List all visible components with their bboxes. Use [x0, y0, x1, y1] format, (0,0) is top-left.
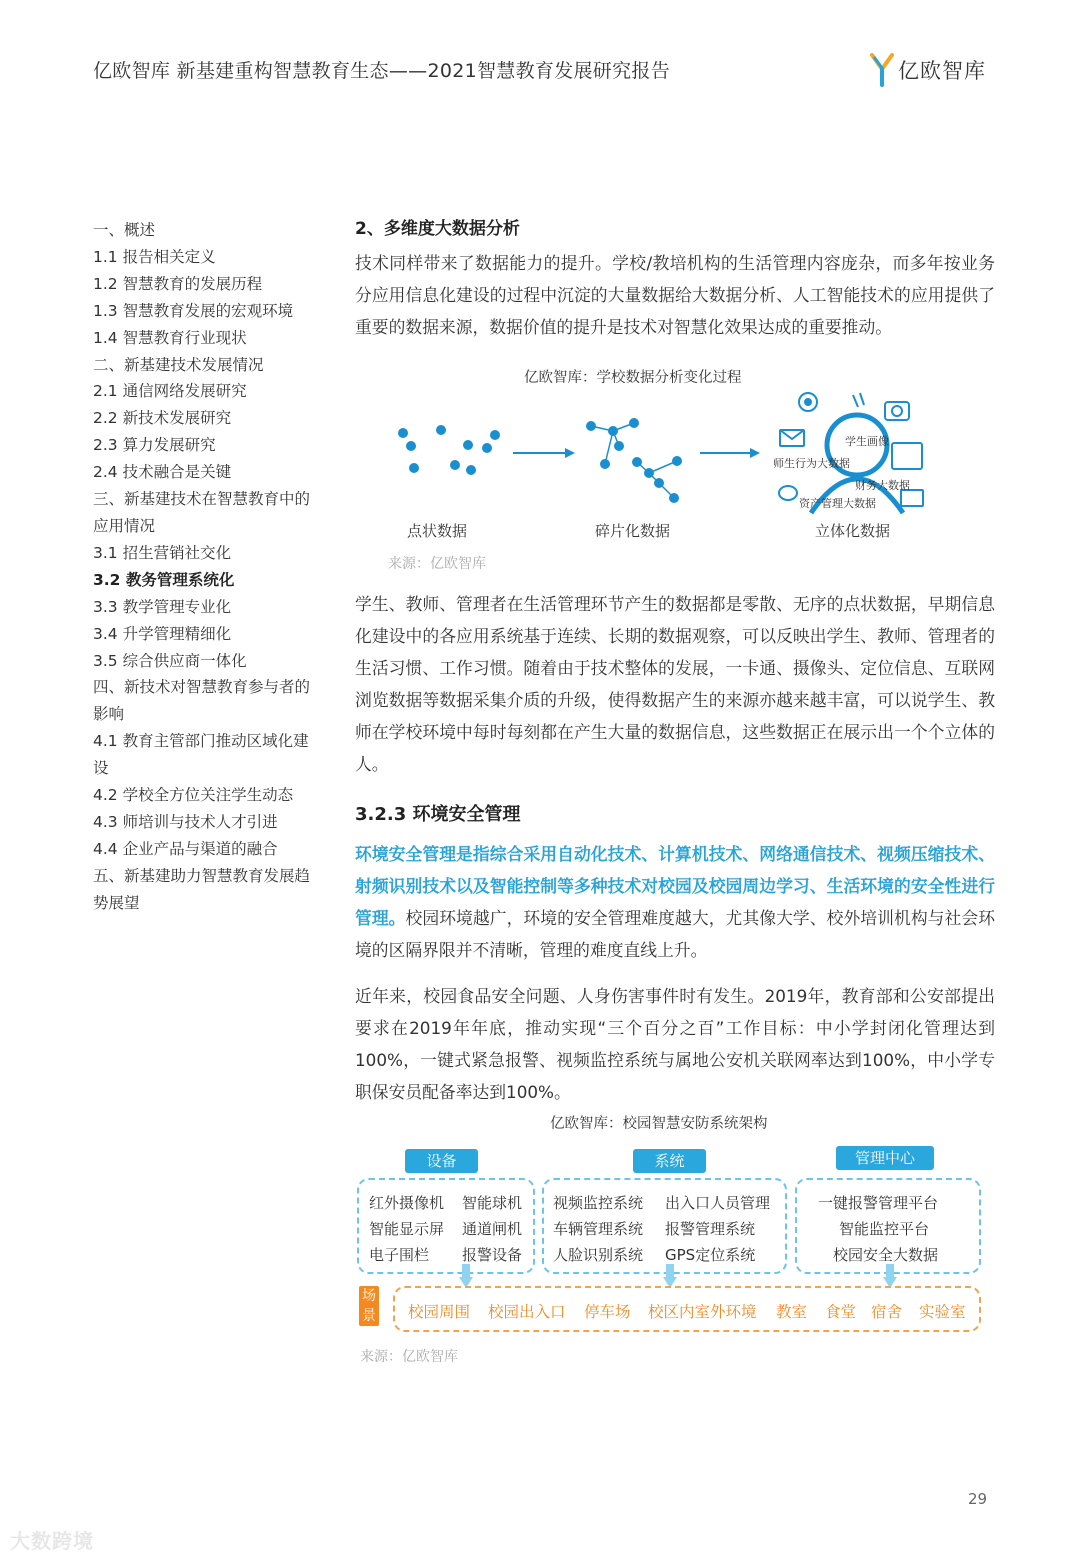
toc-item[interactable]: 3.1 招生营销社交化 — [93, 543, 232, 562]
device-item: 电子围栏 — [369, 1246, 430, 1264]
toc-item[interactable]: 4.1 教育主管部门推动区域化建设 — [93, 732, 309, 778]
device-item: 智能球机 — [462, 1194, 523, 1212]
toc-item[interactable]: 三、新基建技术在智慧教育中的应用情况 — [93, 490, 311, 535]
brand-y-icon — [870, 53, 894, 87]
arrow-down-icon — [459, 1264, 473, 1288]
tag-systems: 系统 — [633, 1149, 706, 1173]
paragraph-data-capability: 技术同样带来了数据能力的提升。学校/教培机构的生活管理内容庞杂，而多年按业务分应用信息化建设的过程中沉淀的大量数据给大数据分析、人工智能技术的应用提供了重要的数据来源，数据价值的提升是技术对智慧化效果达成的重要推动。 — [355, 253, 995, 337]
scene-item: 实验室 — [919, 1303, 966, 1321]
label-asset-data: 资产管理大数据 — [799, 497, 876, 510]
toc-item[interactable]: 4.2 学校全方位关注学生动态 — [93, 786, 294, 805]
paragraph-environment-safety — [355, 838, 995, 966]
toc-item[interactable]: 2.3 算力发展研究 — [93, 436, 216, 455]
section-heading-big-data: 2、多维度大数据分析 — [355, 219, 520, 239]
label-finance-data: 财务大数据 — [855, 479, 910, 492]
center-item: 校园安全大数据 — [833, 1246, 939, 1264]
device-item: 通道闸机 — [462, 1220, 523, 1238]
brand-logo — [870, 52, 986, 88]
brand-name: 亿欧智库 — [898, 59, 986, 83]
figure2-security-architecture — [355, 1140, 995, 1340]
toc-item[interactable]: 2.1 通信网络发展研究 — [93, 382, 247, 401]
scene-item: 停车场 — [584, 1303, 631, 1321]
toc-item[interactable]: 二、新基建技术发展情况 — [93, 355, 264, 374]
paragraph-point-data: 学生、教师、管理者在生活管理环节产生的数据都是零散、无序的点状数据，早期信息化建设中的各应用系统基于连续、长期的数据观察，可以反映出学生、教师、管理者的生活习惯、工作习惯。随着由于技术整体的发展，一卡通、摄像头、定位信息、互联网浏览数据等数据采集介质的升级，使得数据产生的来源亦越来越丰富，可以说学生、教师在学校环境中每时每刻都在产生大量的数据信息，这些数据正在展示出一个个立体的人。 — [355, 594, 995, 774]
device-item: 报警设备 — [462, 1246, 523, 1264]
scene-item: 校园周围 — [408, 1303, 471, 1321]
system-item: 车辆管理系统 — [553, 1220, 644, 1238]
system-item: GPS定位系统 — [665, 1246, 756, 1264]
paragraph-rest: 校园环境越广，环境的安全管理难度越大，尤其像大学、校外培训机构与社会环境的区隔界限并不清晰，管理的难度直线上升。 — [355, 908, 995, 960]
arrow-down-icon — [663, 1264, 677, 1288]
toc-item[interactable]: 3.5 综合供应商一体化 — [93, 651, 247, 670]
page-number: 29 — [968, 1490, 988, 1508]
arrow-down-icon — [883, 1264, 897, 1288]
system-item: 视频监控系统 — [553, 1194, 644, 1212]
center-item: 智能监控平台 — [839, 1220, 930, 1238]
center-item: 一键报警管理平台 — [818, 1194, 939, 1212]
figure2-title: 亿欧智库：校园智慧安防系统架构 — [550, 1116, 768, 1132]
figure2-source: 来源：亿欧智库 — [360, 1349, 458, 1365]
toc-item[interactable]: 1.2 智慧教育的发展历程 — [93, 274, 263, 293]
dot-data-cluster — [398, 425, 500, 475]
toc-item[interactable]: 4.4 企业产品与渠道的融合 — [93, 839, 278, 858]
highlight-definition: 环境安全管理是指综合采用自动化技术、计算机技术、网络通信技术、视频压缩技术、射频识别技术以及智能控制等多种技术对校园及校园周边学习、生活环境的安全性进行管理。 — [355, 844, 995, 928]
main-content — [355, 215, 995, 343]
toc-item[interactable]: 2.2 新技术发展研究 — [93, 409, 232, 428]
toc-item[interactable]: 1.3 智慧教育发展的宏观环境 — [93, 301, 294, 320]
toc-item[interactable]: 四、新技术对智慧教育参与者的影响 — [93, 678, 311, 724]
tag-devices: 设备 — [405, 1149, 478, 1173]
tag-management-center: 管理中心 — [836, 1146, 934, 1170]
figure1-title: 亿欧智库：学校数据分析变化过程 — [524, 370, 742, 386]
system-item: 报警管理系统 — [665, 1220, 756, 1238]
toc-item[interactable]: 1.4 智慧教育行业现状 — [93, 328, 247, 347]
label-student-portrait: 学生画像 — [845, 435, 889, 448]
stage-dot-data: 点状数据 — [407, 522, 468, 540]
scene-item: 校区内室外环境 — [648, 1303, 757, 1321]
figure1-data-evolution — [355, 385, 995, 550]
toc-item[interactable]: 2.4 技术融合是关键 — [93, 463, 232, 482]
system-item: 出入口人员管理 — [665, 1194, 771, 1212]
label-behavior-data: 师生行为大数据 — [773, 457, 850, 470]
figure1-source: 来源：亿欧智库 — [388, 556, 486, 572]
toc-item[interactable]: 3.3 教学管理专业化 — [93, 597, 232, 616]
stage-3d-data: 立体化数据 — [815, 522, 891, 540]
toc-item[interactable]: 3.2 教务管理系统化 — [93, 570, 235, 589]
toc-item[interactable]: 五、新基建助力智慧教育发展趋势展望 — [93, 866, 311, 912]
table-of-contents — [93, 217, 315, 917]
watermark: 大数跨境 — [10, 1529, 94, 1553]
system-item: 人脸识别系统 — [553, 1246, 644, 1264]
toc-item[interactable]: 1.1 报告相关定义 — [93, 247, 216, 266]
scene-item: 教室 — [776, 1303, 808, 1321]
scene-item: 食堂 — [825, 1303, 857, 1321]
toc-item[interactable]: 4.3 师培训与技术人才引进 — [93, 812, 278, 831]
device-item: 红外摄像机 — [369, 1194, 445, 1212]
header-title: 亿欧智库 新基建重构智慧教育生态——2021智慧教育发展研究报告 — [93, 60, 670, 82]
toc-item[interactable]: 3.4 升学管理精细化 — [93, 624, 232, 643]
scene-item: 宿舍 — [871, 1303, 903, 1321]
toc-item[interactable]: 一、概述 — [93, 221, 156, 239]
scene-item: 校园出入口 — [488, 1303, 566, 1321]
device-item: 智能显示屏 — [369, 1220, 445, 1238]
stage-fragment-data: 碎片化数据 — [595, 522, 671, 540]
paragraph-three-100: 近年来，校园食品安全问题、人身伤害事件时有发生。2019年，教育部和公安部提出要求在2019年年底，推动实现“三个百分之百”工作目标：中小学封闭化管理达到100%，一键式紧急报警、视频监控系统与属地公安机关联网率达到100%，中小学专职保安员配备率达到100%。 — [355, 986, 995, 1102]
tag-scenes: 场景 — [359, 1286, 379, 1326]
section-heading-environment-safety: 3.2.3 环境安全管理 — [355, 804, 521, 825]
